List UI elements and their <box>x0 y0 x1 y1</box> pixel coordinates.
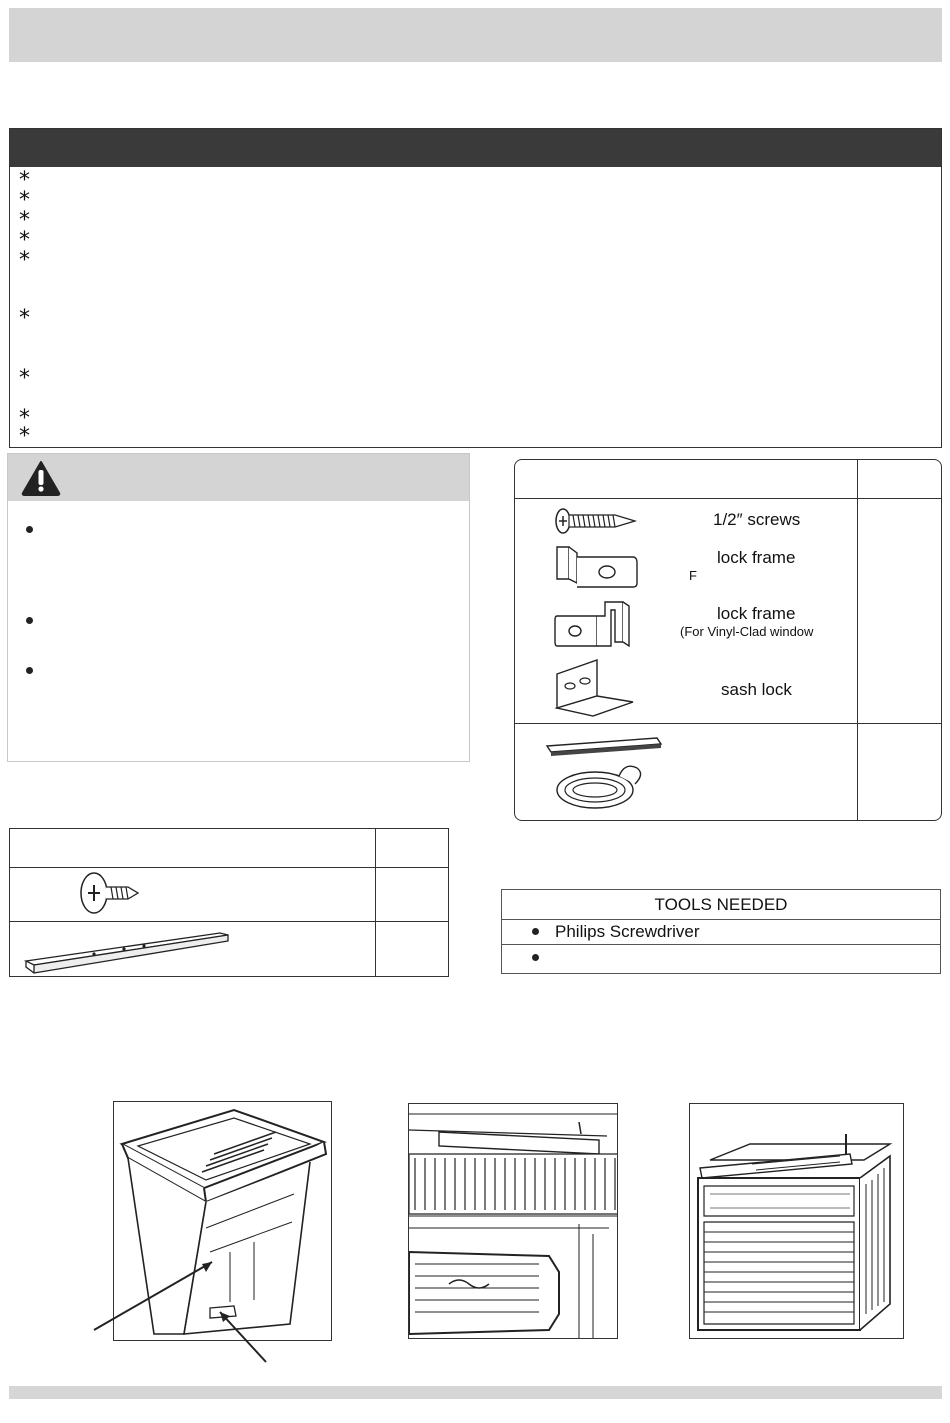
figure-top-rail <box>408 1103 618 1339</box>
bullet-dot <box>26 617 33 624</box>
asterisk-bullet: * <box>19 228 30 253</box>
bullet-dot <box>532 928 539 935</box>
asterisk-bullet: * <box>19 406 30 431</box>
tools-needed-box <box>501 889 941 974</box>
footer-bar <box>9 1386 942 1399</box>
truss-screw-icon <box>78 871 144 919</box>
grille-illustration <box>409 1104 618 1339</box>
figure-ac-unit <box>689 1103 904 1339</box>
requirements-box <box>9 128 942 448</box>
parts-box <box>9 828 449 977</box>
hardware-item-label: sash lock <box>721 680 792 699</box>
tool-item: Philips Screwdriver <box>555 922 700 941</box>
header-bar <box>9 8 942 62</box>
requirements-header <box>10 129 941 167</box>
hardware-item-label: lock frame <box>717 604 796 623</box>
hardware-item-label: 1/2″ screws <box>713 510 801 529</box>
tools-title: TOOLS NEEDED <box>654 895 788 914</box>
foam-seal-icon <box>545 732 667 814</box>
hardware-item-note: F <box>689 568 697 583</box>
sash-lock-icon <box>553 656 637 718</box>
warning-header <box>8 454 469 501</box>
pointer-arrows <box>90 1250 280 1365</box>
asterisk-bullet: * <box>19 306 30 331</box>
bullet-dot <box>532 954 539 961</box>
asterisk-bullet: * <box>19 248 30 273</box>
lock-frame-icon <box>549 543 641 591</box>
asterisk-bullet: * <box>19 424 30 449</box>
top-rail-icon <box>24 925 232 975</box>
bullet-dot <box>26 667 33 674</box>
screw-icon <box>553 508 639 534</box>
warning-box <box>7 453 470 762</box>
asterisk-bullet: * <box>19 366 30 391</box>
ac-unit-illustration <box>690 1104 904 1339</box>
asterisk-bullet: * <box>19 188 30 213</box>
hardware-item-label: lock frame <box>717 548 796 567</box>
asterisk-bullet: * <box>19 168 30 193</box>
hardware-box <box>514 459 942 821</box>
asterisk-bullet: * <box>19 208 30 233</box>
bullet-dot <box>26 526 33 533</box>
lock-frame-vinyl-icon <box>553 598 643 654</box>
hardware-item-note: (For Vinyl-Clad window <box>680 624 814 639</box>
warning-triangle-icon <box>21 460 61 496</box>
